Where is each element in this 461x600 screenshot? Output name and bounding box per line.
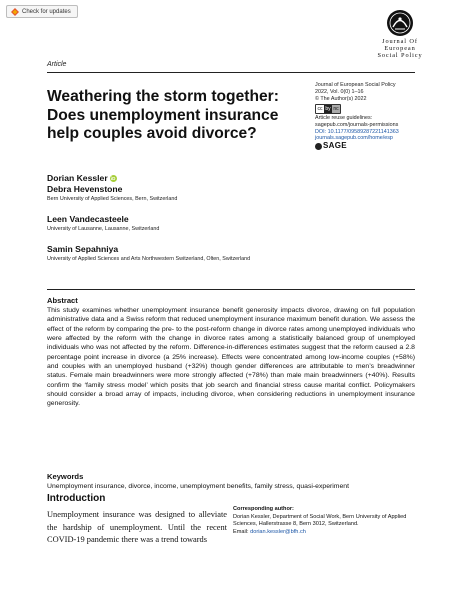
- cc-icon: cc: [317, 105, 323, 112]
- top-divider: [47, 72, 415, 73]
- nc-icon: nc: [333, 105, 339, 112]
- journal-emblem-icon: [385, 8, 415, 38]
- keywords-heading: Keywords: [47, 472, 84, 481]
- journal-name-line3: Social Policy: [377, 52, 423, 60]
- journal-name-line1: Journal Of: [382, 38, 418, 45]
- author-name: Debra Hevenstone: [47, 184, 123, 194]
- by-icon: by: [325, 105, 331, 112]
- abstract-text: This study examines whether unemployment insurance benefit generosity impacts divorce, drawing on full population administrative data and a Swiss reform that reduced unemployment insurance maximum benefit duration. We assess the effect of the reform by comparing the pre- to the post-reform change in divorce rates among unemployed individuals who were affected by the reform with the change in divorce rates among a statistically balanced group of unemployed individuals who was not affected by the reform. Difference-in-differences estimates suggest that the reform caused a 2.8 percentage point increase in divorce (a 25% increase). Effects were concentrated among low-income couples (+58%) and couples with an unemployed husband (+32%) though gender differences are attributable to men’s breadwinner status. Female main breadwinners were more strongly affected (+78%) than male main breadwinners (+40%). Results confirm the ‘family stress model’ which posits that job search and financial stress cause marital conflict. Policymakers should consider a broad array of impacts, including divorce, when considering reductions in unemployment insurance generosity.: [47, 307, 415, 408]
- abstract-divider: [47, 289, 415, 290]
- email-label: Email:: [233, 528, 249, 535]
- email-link[interactable]: dorian.kessler@bfh.ch: [250, 528, 306, 535]
- update-icon: [11, 8, 19, 16]
- introduction-heading: Introduction: [47, 493, 106, 504]
- abstract-heading: Abstract: [47, 296, 78, 305]
- reuse-guidelines-label: Article reuse guidelines:: [315, 114, 373, 121]
- publication-meta: [315, 82, 425, 153]
- check-for-updates-button[interactable]: [6, 5, 78, 18]
- author-affiliation: University of Lausanne, Lausanne, Switzerland: [47, 226, 160, 232]
- author-name: Dorian Kessler iD: [47, 173, 116, 183]
- creative-commons-icon: [315, 104, 341, 114]
- author-affiliation: Bern University of Applied Sciences, Bern, Switzerland: [47, 196, 178, 202]
- doi-link[interactable]: DOI: 10.1177/09589287221141363: [315, 128, 399, 135]
- journal-logo: [349, 8, 451, 78]
- journal-name-line2: European: [384, 45, 416, 53]
- corresponding-author-block: [233, 506, 421, 536]
- sage-icon: [315, 143, 322, 150]
- copyright-notice: © The Author(s) 2022: [315, 95, 367, 102]
- permissions-link[interactable]: sagepub.com/journals-permissions: [315, 121, 399, 128]
- journal-homepage-link[interactable]: journals.sagepub.com/home/esp: [315, 135, 393, 142]
- year-volume: 2022, Vol. 0(0) 1–16: [315, 88, 364, 95]
- corresponding-author-heading: Corresponding author:: [233, 506, 294, 512]
- introduction-text: Unemployment insurance was designed to alleviate the hardship of unemployment. Until the recent COVID-19 pandemic there was a trend towards: [47, 510, 227, 545]
- article-title: Weathering the storm together: Does unemployment insurance help couples avoid divorce?: [47, 88, 279, 143]
- corresponding-email-line: [233, 529, 421, 537]
- keywords-text: Unemployment insurance, divorce, income, unemployment benefits, family stress, quasi-experiment: [47, 483, 350, 490]
- author-affiliation: University of Applied Sciences and Arts Northwestern Switzerland, Olten, Switzerland: [47, 256, 251, 262]
- author-name: Samin Sepahniya: [47, 244, 119, 254]
- article-type-label: Article: [47, 61, 67, 68]
- journal-citation-name: Journal of European Social Policy: [315, 82, 396, 88]
- author-name: Leen Vandecasteele: [47, 214, 129, 224]
- orcid-icon[interactable]: iD: [110, 176, 116, 181]
- corresponding-author-text: Dorian Kessler, Department of Social Work, Bern University of Applied Sciences, Hallerstrasse 8, Bern 3012, Switzerland.: [233, 513, 407, 527]
- check-for-updates-label: Check for updates: [22, 9, 71, 15]
- publisher-name: SAGE: [323, 141, 347, 151]
- publisher-logo: [315, 143, 347, 150]
